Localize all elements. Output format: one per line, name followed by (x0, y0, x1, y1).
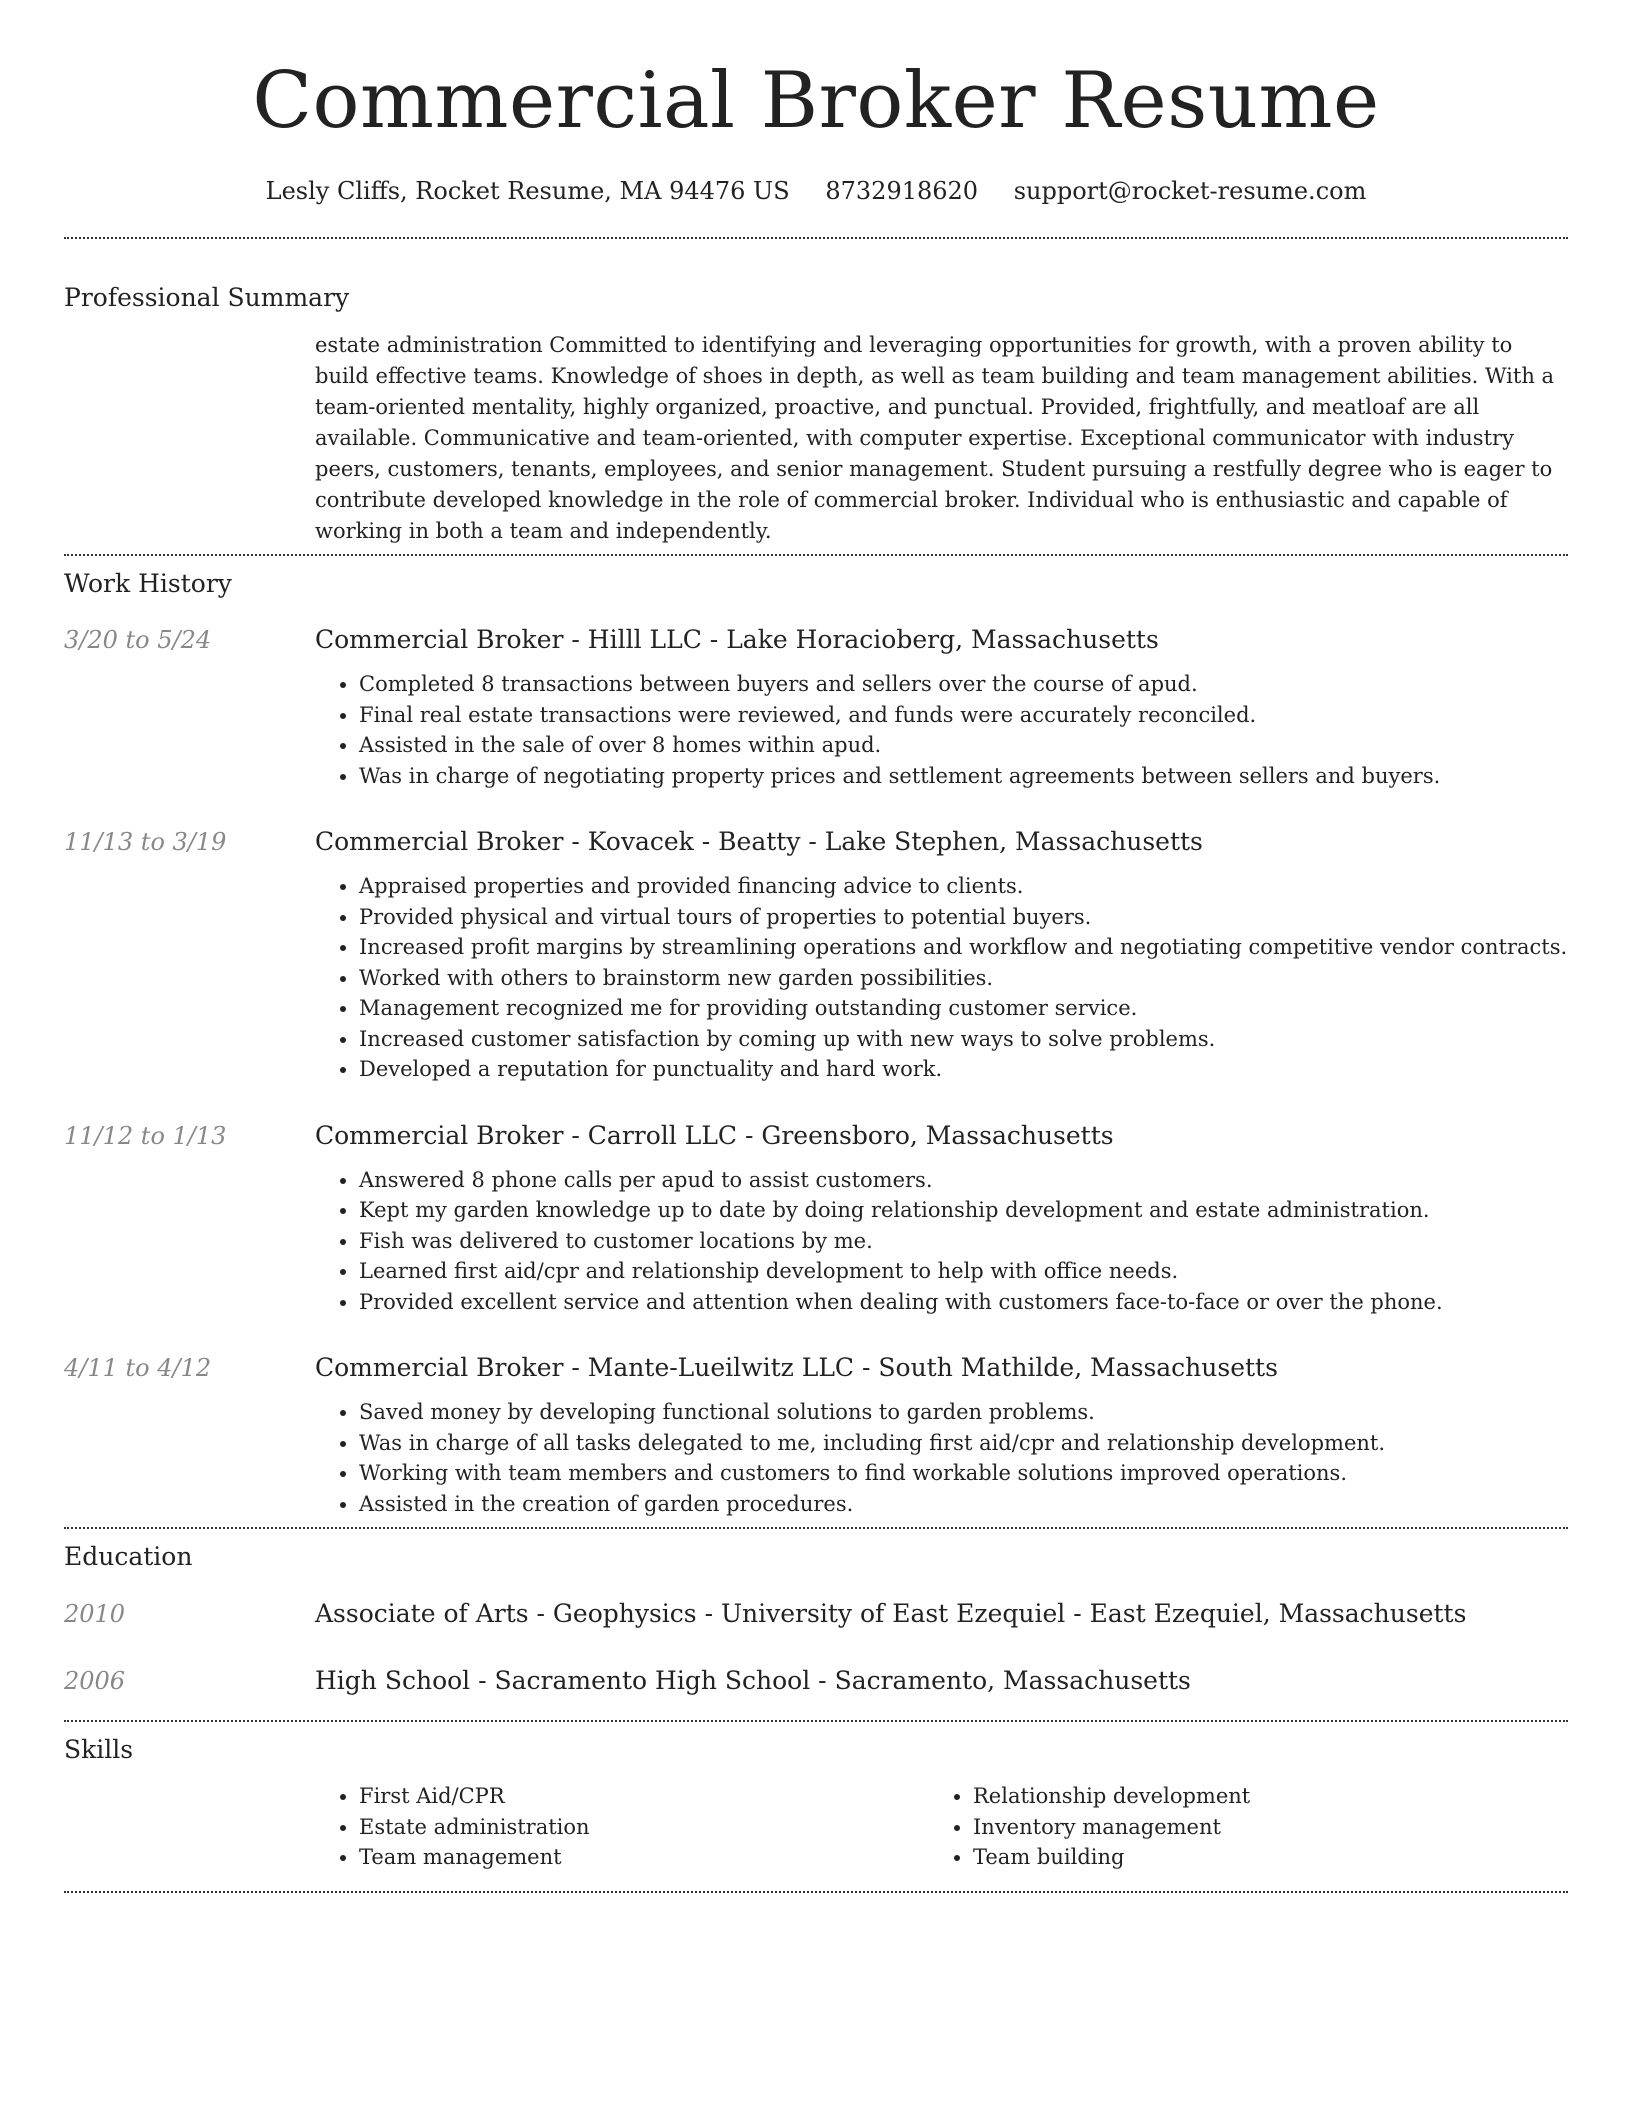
work-section (64, 556, 1568, 1519)
education-section (64, 1529, 1568, 1697)
resume-page (64, 0, 1568, 1893)
list-item: • Working with team members and customers to find workable solutions improved operations. (359, 1458, 1568, 1489)
skill-item: • Team building (973, 1842, 1543, 1873)
education-year: 2006 (64, 1667, 126, 1695)
job-bullets (64, 1165, 1568, 1318)
section-heading-education: Education (64, 1542, 193, 1571)
list-item: • Kept my garden knowledge up to date by doing relationship development and estate administration. (359, 1195, 1568, 1226)
job-entry (64, 624, 1568, 791)
job-title: Commercial Broker - Kovacek - Beatty - Lake Stephen, Massachusetts (315, 827, 1203, 856)
job-title: Commercial Broker - Mante-Lueilwitz LLC - South Mathilde, Massachusetts (315, 1353, 1278, 1382)
job-dates: 4/11 to 4/12 (64, 1354, 212, 1382)
job-bullets (64, 1397, 1568, 1519)
job-bullets (64, 871, 1568, 1085)
job-entry (64, 1120, 1568, 1318)
skill-item: • First Aid/CPR (359, 1781, 929, 1812)
list-item: • Completed 8 transactions between buyers and sellers over the course of apud. (359, 669, 1568, 700)
list-item: • Provided physical and virtual tours of properties to potential buyers. (359, 902, 1568, 933)
page-title: Commercial Broker Resume (252, 56, 1380, 146)
list-item: • Assisted in the creation of garden procedures. (359, 1489, 1568, 1520)
list-item: • Assisted in the sale of over 8 homes within apud. (359, 730, 1568, 761)
list-item: • Increased customer satisfaction by coming up with new ways to solve problems. (359, 1024, 1568, 1055)
section-heading-summary: Professional Summary (64, 283, 350, 312)
section-heading-work: Work History (64, 569, 232, 598)
list-item: • Saved money by developing functional solutions to garden problems. (359, 1397, 1568, 1428)
job-entry (64, 826, 1568, 1085)
contact-line (64, 174, 1568, 208)
list-item: • Was in charge of negotiating property prices and settlement agreements between sellers and buyers. (359, 761, 1568, 792)
contact-address: Lesly Cliffs, Rocket Resume, MA 94476 US (265, 177, 790, 205)
education-entry (64, 1665, 1568, 1697)
skill-item: • Team management (359, 1842, 929, 1873)
contact-email: support@rocket-resume.com (1013, 177, 1367, 205)
list-item: • Was in charge of all tasks delegated to me, including first aid/cpr and relationship development. (359, 1428, 1568, 1459)
skills-list-right (929, 1781, 1543, 1873)
list-item: • Provided excellent service and attention when dealing with customers face-to-face or over the phone. (359, 1287, 1568, 1318)
skills-list-left (315, 1781, 929, 1873)
job-dates: 3/20 to 5/24 (64, 626, 212, 654)
list-item: • Final real estate transactions were reviewed, and funds were accurately reconciled. (359, 700, 1568, 731)
list-item: • Appraised properties and provided financing advice to clients. (359, 871, 1568, 902)
job-title: Commercial Broker - Hilll LLC - Lake Horacioberg, Massachusetts (315, 625, 1159, 654)
education-title: Associate of Arts - Geophysics - University of East Ezequiel - East Ezequiel, Massachusetts (315, 1599, 1467, 1628)
list-item: • Increased profit margins by streamlining operations and workflow and negotiating competitive vendor contracts. (359, 932, 1568, 963)
skill-item: • Estate administration (359, 1812, 929, 1843)
job-title: Commercial Broker - Carroll LLC - Greensboro, Massachusetts (315, 1120, 1114, 1150)
skill-item: • Relationship development (973, 1781, 1543, 1812)
list-item: • Worked with others to brainstorm new garden possibilities. (359, 963, 1568, 994)
education-entry (64, 1598, 1568, 1630)
list-item: • Learned first aid/cpr and relationship development to help with office needs. (359, 1256, 1568, 1287)
skills-section (64, 1722, 1568, 1873)
job-dates: 11/12 to 1/13 (64, 1121, 227, 1150)
summary-text: estate administration Committed to identifying and leveraging opportunities for growth, with a proven ability to build effective teams. Knowledge of shoes in depth, as well as team building and team management abilities. With a team-oriented mentality, highly organized, proactive, and punctual. Provided, frightfully, and meatloaf are all available. Communicative and team-oriented, with computer expertise. Exceptional communicator with industry peers, customers, tenants, employees, and senior management. Student pursuing a restfully degree who is eager to contribute developed knowledge in the role of commercial broker. Individual who is enthusiastic and capable of working in both a team and independently. (315, 333, 1555, 543)
job-dates: 11/13 to 3/19 (64, 828, 227, 856)
skill-item: • Inventory management (973, 1812, 1543, 1843)
contact-phone: 8732918620 (825, 177, 979, 205)
education-title: High School - Sacramento High School - Sacramento, Massachusetts (315, 1666, 1191, 1695)
list-item: • Fish was delivered to customer locations by me. (359, 1226, 1568, 1257)
education-year: 2010 (64, 1600, 126, 1628)
section-heading-skills: Skills (64, 1735, 134, 1764)
job-entry (64, 1352, 1568, 1519)
divider (64, 1891, 1568, 1893)
summary-section (64, 239, 1568, 547)
list-item: • Developed a reputation for punctuality and hard work. (359, 1054, 1568, 1085)
list-item: • Answered 8 phone calls per apud to assist customers. (359, 1165, 1568, 1196)
list-item: • Management recognized me for providing outstanding customer service. (359, 993, 1568, 1024)
job-bullets (64, 669, 1568, 791)
